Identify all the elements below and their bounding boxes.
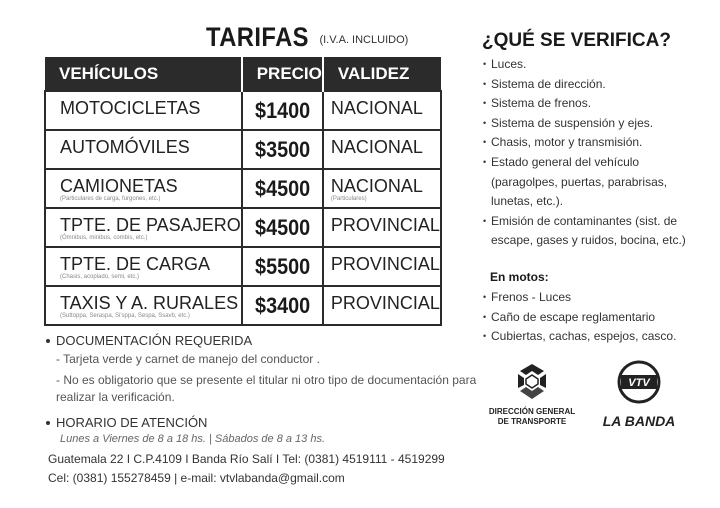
vehicle-note: (Particulares de carga, furgones, etc.) xyxy=(60,196,161,202)
title-subtitle: (I.V.A. INCLUIDO) xyxy=(319,34,409,46)
validity-value: PROVINCIAL xyxy=(330,254,440,274)
schedule-hours: Lunes a Viernes de 8 a 18 hs. | Sábados de 8 a 13 hs. xyxy=(60,433,326,445)
contact-cel-email: Cel: (0381) 155278459 | e-mail: vtvlabanda@gmail.com xyxy=(48,471,345,485)
list-item: • Emisión de contaminantes (sist. de escape, gases y ruidos, bocina, etc.) xyxy=(483,212,686,251)
price-value: $3400 xyxy=(254,293,310,318)
vtv-mark-text: VTV xyxy=(628,377,650,389)
title-text: TARIFAS xyxy=(206,22,309,52)
list-item: • Caño de escape reglamentario xyxy=(483,308,676,328)
documentation-line: - No es obligatorio que se presente el titular ni otro tipo de documentación para xyxy=(56,373,477,387)
schedule-heading xyxy=(46,415,207,430)
validity-value: PROVINCIAL xyxy=(330,293,440,313)
vehicle-note: (Suttoppa, Seraspa, Si'sppa, Sespa, Ssavb, etc.) xyxy=(60,313,190,319)
dgt-logo xyxy=(480,362,584,427)
list-item: • Sistema de dirección. xyxy=(483,75,686,95)
documentation-heading-text: DOCUMENTACIÓN REQUERIDA xyxy=(56,333,253,348)
vehicle-note: (Ómnibus, minibus, combis, etc.) xyxy=(60,235,148,241)
list-item: • Frenos - Luces xyxy=(483,288,676,308)
vehicle-name: TAXIS Y A. RURALES xyxy=(60,293,239,313)
price-value: $3500 xyxy=(254,137,310,162)
table-header-row xyxy=(45,57,441,91)
list-item: • Sistema de frenos. xyxy=(483,94,686,114)
checks-title: ¿QUÉ SE VERIFICA? xyxy=(482,30,671,51)
documentation-heading xyxy=(46,333,252,348)
table-row xyxy=(45,247,441,286)
vehicle-note: (Chasis, acoplado, semi, etc.) xyxy=(60,274,140,280)
table-row xyxy=(45,169,441,208)
column-header-vehicles: VEHÍCULOS xyxy=(45,57,242,91)
table-row xyxy=(45,286,441,325)
validity-value: NACIONAL xyxy=(330,137,423,157)
dgt-label-line2: DE TRANSPORTE xyxy=(497,417,567,426)
motos-heading: En motos: xyxy=(490,270,549,284)
list-item: • Cubiertas, cachas, espejos, casco. xyxy=(483,327,676,347)
bullet-icon xyxy=(46,339,50,343)
vtv-emblem-icon xyxy=(615,360,663,404)
list-item: • Luces. xyxy=(483,55,686,75)
vehicle-name: CAMIONETAS xyxy=(60,176,178,196)
tariff-table xyxy=(44,57,442,326)
price-value: $4500 xyxy=(254,176,310,201)
list-item: • Chasis, motor y transmisión. xyxy=(483,133,686,153)
table-row xyxy=(45,91,441,130)
table-row xyxy=(45,130,441,169)
validity-value: PROVINCIAL xyxy=(330,215,440,235)
list-item: • Estado general del vehículo (paragolpes, puertas, parabrisas, lunetas, etc.). xyxy=(483,153,686,212)
validity-note: (Particulares) xyxy=(330,196,367,202)
schedule-heading-text: HORARIO DE ATENCIÓN xyxy=(56,415,208,430)
vehicle-name: TPTE. DE CARGA xyxy=(60,254,211,274)
vehicle-name: MOTOCICLETAS xyxy=(60,98,201,118)
documentation-line: - Tarjeta verde y carnet de manejo del conductor . xyxy=(56,352,320,366)
validity-value: NACIONAL xyxy=(330,98,423,118)
validity-value: NACIONAL xyxy=(330,176,423,196)
dgt-label-line1: DIRECCIÓN GENERAL xyxy=(488,407,576,416)
bullet-icon xyxy=(46,421,50,425)
price-value: $4500 xyxy=(254,215,310,240)
contact-address: Guatemala 22 I C.P.4109 I Banda Río Salí I Tel: (0381) 4519111 - 4519299 xyxy=(48,452,445,466)
documentation-line: realizar la verificación. xyxy=(56,390,175,404)
page-title xyxy=(206,22,408,53)
vehicle-name: AUTOMÓVILES xyxy=(60,137,190,157)
dgt-emblem-icon xyxy=(510,362,554,402)
column-header-price: PRECIO xyxy=(242,57,323,91)
checks-list xyxy=(483,55,686,251)
vtv-label: LA BANDA xyxy=(602,413,676,429)
vehicle-name: TPTE. DE PASAJERO xyxy=(60,215,241,235)
column-header-validity: VALIDEZ xyxy=(323,57,441,91)
motos-list xyxy=(483,288,676,347)
list-item: • Sistema de suspensión y ejes. xyxy=(483,114,686,134)
price-value: $5500 xyxy=(254,254,310,279)
vtv-logo xyxy=(598,360,680,429)
table-row xyxy=(45,208,441,247)
price-value: $1400 xyxy=(254,98,310,123)
